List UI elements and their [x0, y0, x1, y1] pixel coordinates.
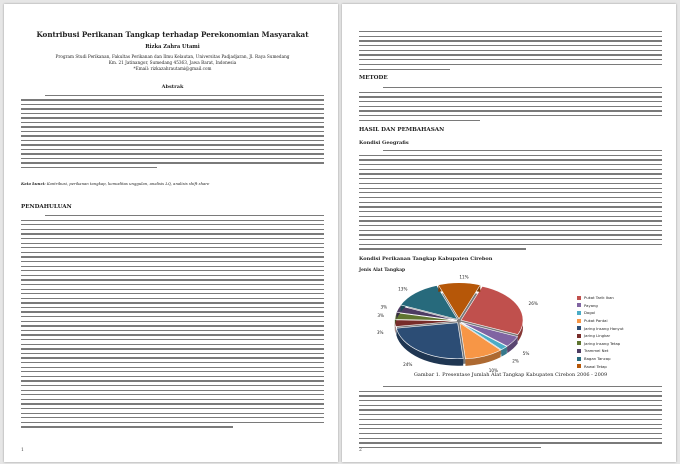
abstract-heading: Abstrak	[161, 84, 184, 90]
text-line	[359, 391, 662, 392]
text-line	[21, 348, 324, 349]
text-line	[21, 390, 324, 391]
text-line	[21, 380, 324, 381]
text-line	[359, 69, 450, 70]
slice-label: 2%	[512, 358, 519, 364]
text-line	[21, 117, 324, 118]
text-line	[21, 298, 324, 299]
text-line	[383, 386, 662, 387]
text-line	[383, 87, 662, 88]
text-line	[21, 394, 324, 395]
section-heading-introduction: PENDAHULUAN	[21, 204, 72, 210]
text-line	[359, 202, 662, 203]
author-email: *Email: rizkazahrautami@gmail.com	[133, 66, 212, 71]
slice-label: 10%	[488, 367, 499, 373]
text-line	[21, 104, 324, 105]
text-line	[359, 36, 662, 37]
slice-label: 13%	[398, 286, 408, 292]
text-line	[21, 99, 324, 100]
text-line	[383, 150, 662, 151]
text-line	[45, 215, 324, 216]
legend-item	[577, 362, 624, 370]
text-line	[21, 266, 324, 267]
legend-swatch	[577, 326, 581, 330]
text-line	[21, 238, 324, 239]
text-line	[21, 229, 324, 230]
text-line	[359, 211, 662, 212]
text-line	[21, 167, 157, 168]
text-line	[21, 261, 324, 262]
text-line	[359, 424, 662, 425]
legend-swatch	[577, 341, 581, 345]
legend-item	[577, 355, 624, 363]
legend-item	[577, 324, 624, 332]
text-line	[359, 428, 662, 429]
legend-label: Pukat Tarik Ikan	[584, 295, 614, 301]
text-line	[21, 385, 324, 386]
legend-swatch	[577, 296, 581, 300]
text-line	[359, 438, 662, 439]
text-line	[21, 275, 324, 276]
slice-label: 3%	[377, 312, 384, 318]
text-line	[21, 149, 324, 150]
text-line	[359, 244, 662, 245]
legend-label: Payang	[584, 302, 598, 308]
text-line	[359, 225, 662, 226]
text-line	[21, 144, 324, 145]
text-line	[359, 159, 662, 160]
legend-label: Rawai Tetap	[584, 363, 607, 369]
text-line	[21, 334, 324, 335]
text-line	[359, 50, 662, 51]
subsection-geography: Kondisi Geografis	[359, 140, 409, 146]
legend-label: Jaring Insang Tetap	[584, 340, 621, 346]
text-line	[21, 224, 324, 225]
text-line	[21, 284, 324, 285]
keywords	[21, 181, 324, 186]
text-line	[21, 403, 324, 404]
text-line	[21, 289, 324, 290]
text-line	[359, 54, 662, 55]
legend-swatch	[577, 334, 581, 338]
text-line	[359, 395, 662, 396]
text-line	[21, 126, 324, 127]
affiliation-line-2: Km. 21 Jatinangor, Sumedang 45363, Jawa Barat, Indonesia	[108, 60, 237, 65]
paper-title: Kontribusi Perikanan Tangkap terhadap Perekonomian Masyarakat	[36, 30, 309, 39]
abstract-text	[21, 95, 324, 171]
text-line	[21, 140, 324, 141]
text-line	[21, 426, 233, 427]
legend-label: Dogol	[584, 310, 596, 316]
text-line	[359, 409, 662, 410]
slice-label: 3%	[376, 330, 384, 336]
text-line	[21, 270, 324, 271]
legend-item	[577, 302, 624, 310]
text-line	[21, 330, 324, 331]
page-2	[342, 4, 676, 462]
text-line	[359, 59, 662, 60]
introduction-text	[21, 215, 324, 431]
text-line	[21, 367, 324, 368]
text-line	[21, 376, 324, 377]
slice-label: 26%	[528, 301, 538, 307]
text-line	[21, 302, 324, 303]
page-number-1: 1	[21, 448, 24, 453]
author-name: Rizka Zahra Utami	[145, 44, 200, 50]
text-line	[21, 357, 324, 358]
legend-label: Jaring Lingkar	[584, 333, 611, 339]
affiliation	[21, 54, 324, 72]
text-line	[21, 422, 324, 423]
text-line	[359, 192, 662, 193]
legend-swatch	[577, 364, 581, 368]
text-line	[21, 344, 324, 345]
legend-item	[577, 317, 624, 325]
text-line	[359, 155, 662, 156]
text-line	[359, 442, 662, 443]
text-line	[45, 95, 324, 96]
text-line	[359, 234, 662, 235]
legend-item	[577, 332, 624, 340]
legend-item	[577, 294, 624, 302]
text-line	[21, 247, 324, 248]
text-line	[359, 419, 662, 420]
text-line	[21, 316, 324, 317]
text-line	[359, 414, 662, 415]
text-line	[21, 135, 324, 136]
text-line	[359, 115, 662, 116]
text-line	[21, 233, 324, 234]
text-line	[21, 399, 324, 400]
text-line	[359, 230, 662, 231]
text-line	[359, 206, 662, 207]
text-line	[21, 408, 324, 409]
legend-swatch	[577, 357, 581, 361]
text-line	[359, 197, 662, 198]
text-line	[359, 173, 662, 174]
text-line	[359, 447, 541, 448]
text-line	[21, 307, 324, 308]
text-line	[359, 216, 662, 217]
geography-text	[359, 150, 662, 253]
text-line	[21, 113, 324, 114]
subsection-fishing-gear: Jenis Alat Tangkap	[359, 268, 406, 273]
text-line	[21, 293, 324, 294]
text-line	[21, 325, 324, 326]
keywords-text: Kontribusi, perikanan tangkap, komoditas unggulan, analisis LQ, analisis shift share	[46, 181, 210, 186]
text-line	[21, 353, 324, 354]
text-line	[21, 417, 324, 418]
page-number-2: 2	[359, 448, 362, 453]
legend-item	[577, 347, 624, 355]
text-line	[359, 31, 662, 32]
text-line	[359, 45, 662, 46]
page-1	[4, 4, 338, 462]
text-line	[21, 279, 324, 280]
text-line	[359, 164, 662, 165]
text-line	[21, 362, 324, 363]
slice-label: 3%	[380, 304, 388, 310]
text-line	[21, 413, 324, 414]
text-line	[21, 243, 324, 244]
text-line	[359, 110, 662, 111]
text-line	[21, 256, 324, 257]
text-line	[21, 158, 324, 159]
text-line	[21, 131, 324, 132]
pie-slice	[396, 323, 463, 359]
text-line	[359, 120, 480, 121]
text-line	[21, 311, 324, 312]
legend-swatch	[577, 319, 581, 323]
text-line	[359, 64, 662, 65]
text-line	[21, 108, 324, 109]
introduction-text-continued	[359, 31, 662, 73]
text-line	[359, 169, 662, 170]
text-line	[359, 433, 662, 434]
slice-label: 24%	[403, 362, 413, 368]
legend-label: Trammel Net	[584, 348, 609, 354]
text-line	[21, 220, 324, 221]
legend-label: Pukat Pantai	[584, 318, 608, 324]
legend-swatch	[577, 303, 581, 307]
text-line	[359, 92, 662, 93]
pie-chart-svg	[359, 266, 569, 376]
keywords-label: Kata kunci:	[21, 181, 46, 186]
chart-legend	[577, 294, 624, 370]
legend-label: Bagan Tancap	[584, 356, 611, 362]
legend-swatch	[577, 311, 581, 315]
text-line	[359, 178, 662, 179]
text-line	[21, 339, 324, 340]
text-line	[21, 153, 324, 154]
subsection-capture-fisheries: Kondisi Perikanan Tangkap Kabupaten Cirebon	[359, 256, 493, 262]
slice-label: 11%	[459, 274, 469, 280]
text-line	[359, 405, 662, 406]
legend-item	[577, 340, 624, 348]
legend-item	[577, 309, 624, 317]
text-line	[359, 400, 662, 401]
text-line	[21, 321, 324, 322]
text-line	[359, 220, 662, 221]
method-text	[359, 87, 662, 125]
text-line	[21, 162, 324, 163]
section-heading-method: METODE	[359, 75, 388, 81]
text-line	[21, 371, 324, 372]
legend-label: Jaring Insang Hanyut	[584, 325, 624, 331]
affiliation-line-1: Program Studi Perikanan, Fakultas Perikanan dan Ilmu Kelautan, Universitas Padjadjaran, Jl. Raya Sumedang	[55, 54, 290, 59]
capture-fisheries-text	[359, 386, 662, 452]
text-line	[359, 96, 662, 97]
legend-swatch	[577, 349, 581, 353]
text-line	[359, 40, 662, 41]
text-line	[359, 101, 662, 102]
text-line	[21, 252, 324, 253]
text-line	[21, 122, 324, 123]
section-heading-results: HASIL DAN PEMBAHASAN	[359, 127, 445, 133]
figure-caption: Gambar 1. Presentase Jumlah Alat Tangkap Kabupaten Cirebon 2006 - 2009	[413, 372, 608, 378]
pie-chart	[359, 266, 659, 386]
text-line	[359, 106, 662, 107]
text-line	[359, 239, 662, 240]
text-line	[359, 188, 662, 189]
slice-label: 5%	[522, 351, 530, 357]
text-line	[359, 248, 526, 249]
text-line	[359, 183, 662, 184]
